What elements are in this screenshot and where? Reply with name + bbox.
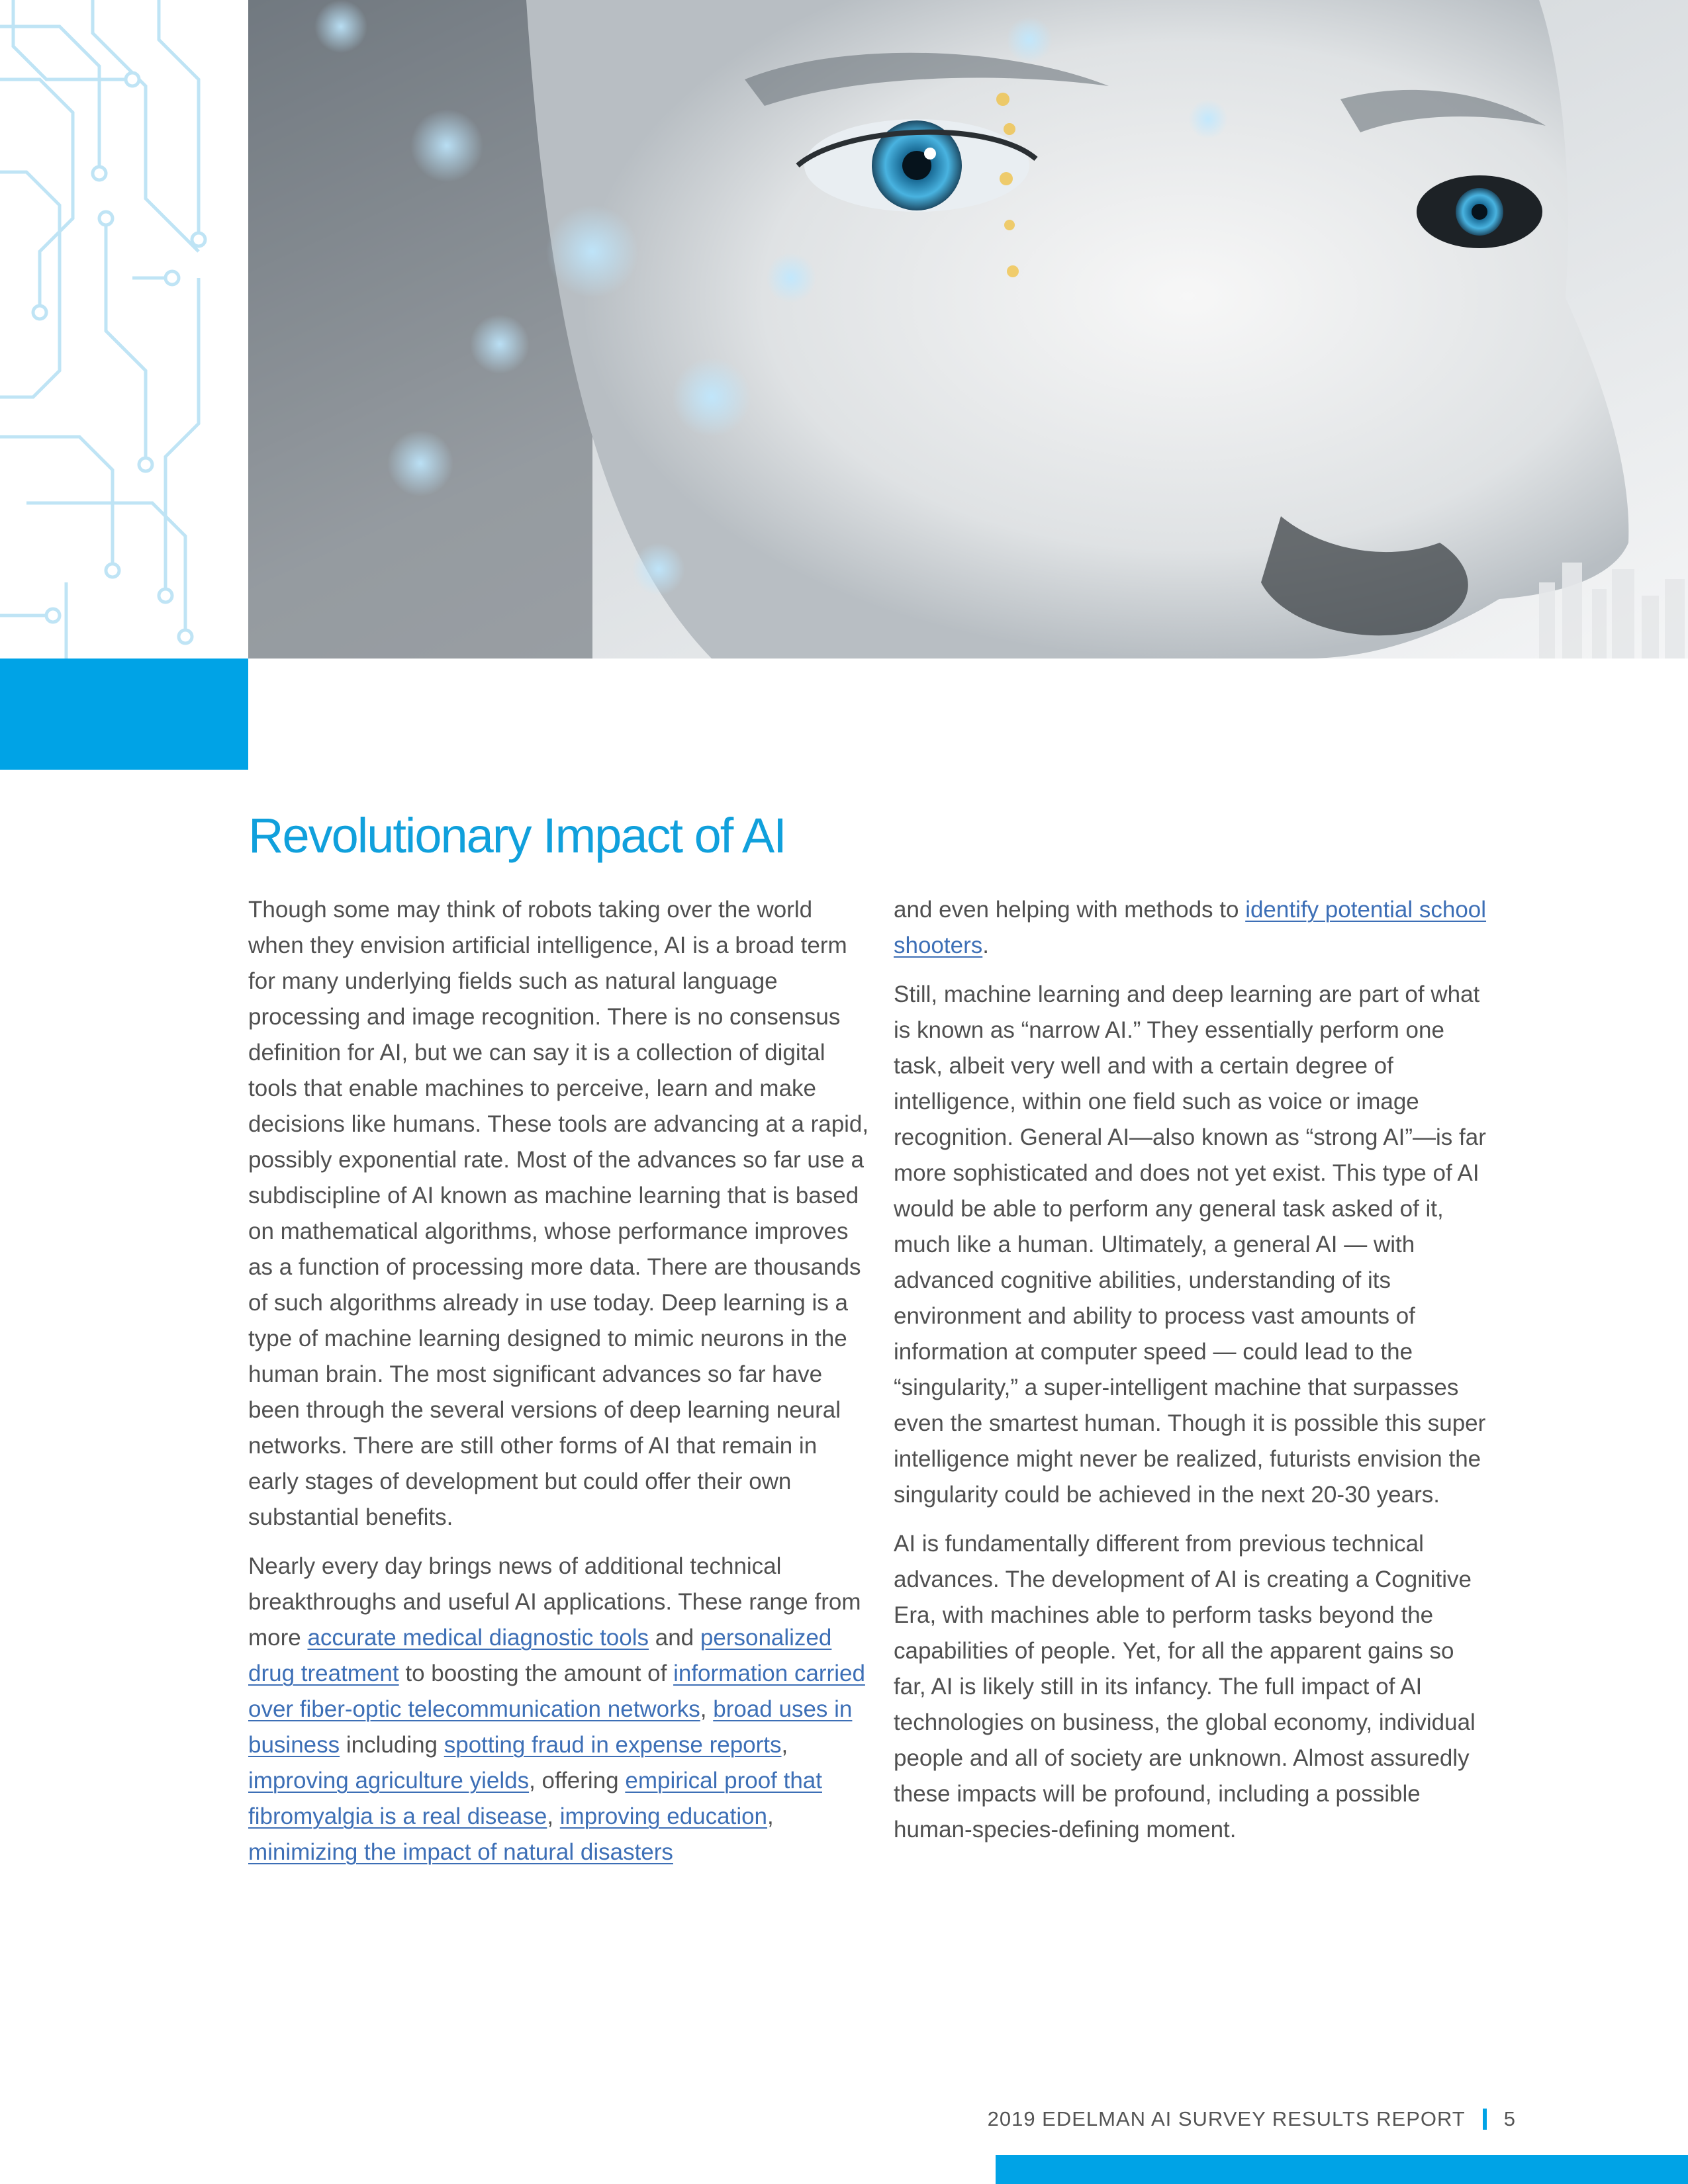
paragraph: Still, machine learning and deep learning are part of what is known as “narrow AI.” They essentially perform one task, albeit very well and with a certain degree of intelligence, within one field such as voice or image recognition. General AI—also known as “strong AI”—is far more sophisticated and does not yet exist. This type of AI would be able to perform any general task asked of it, much like a human. Ultimately, a general AI — with advanced cognitive abilities, understanding of its environment and ability to process vast amounts of information at computer speed — could lead to the “singularity,” a super-intelligent machine that surpasses even the smartest human. Though it is possible this super intelligence might never be realized, futurists envision the singularity could be achieved in the next 20-30 years.: [894, 981, 1486, 1508]
body-column-right: [894, 892, 1489, 1861]
link-medical-diagnostic-tools[interactable]: accurate medical diagnostic tools: [307, 1625, 649, 1651]
paragraph: and even helping with methods to identify potential school shooters.: [894, 897, 1487, 958]
paragraph: AI is fundamentally different from previous technical advances. The development of AI is creating a Cognitive Era, with machines able to perform tasks beyond the capabilities of people. Yet, for all the apparent gains so far, AI is likely still in its infancy. The full impact of AI technologies on business, the global economy, individual people and all of society are unknown. Almost assuredly these impacts will be profound, including a possible human-species-defining moment.: [894, 1531, 1476, 1843]
page-title: Revolutionary Impact of AI: [248, 808, 786, 863]
page-footer: [927, 2103, 1516, 2135]
page-number: 5: [1503, 2107, 1516, 2130]
accent-block: [0, 659, 248, 770]
link-improving-education[interactable]: improving education: [559, 1803, 768, 1829]
link-school-shooters[interactable]: identify potential school shooters: [894, 897, 1487, 958]
link-broad-uses-in-business[interactable]: broad uses in business: [248, 1696, 853, 1758]
report-name: 2019 EDELMAN AI SURVEY RESULTS REPORT: [987, 2107, 1466, 2130]
paragraph: Nearly every day brings news of additional technical breakthroughs and useful AI applications. These range from more accurate medical diagnostic tools and personalized drug treatment to boosting the amount of information carried over fiber-optic telecommunication networks, broad uses in business including spotting fraud in expense reports, improving agriculture yields, offering empirical proof that fibromyalgia is a real disease, improving education, minimizing the impact of natural disasters: [248, 1553, 865, 1865]
link-fiber-optic-networks[interactable]: information carried over fiber-optic telecommunication networks: [248, 1661, 865, 1722]
footer-accent-bar: [996, 2155, 1688, 2184]
body-column-left: [248, 892, 870, 1884]
paragraph: Though some may think of robots taking over the world when they envision artificial intelligence, AI is a broad term for many underlying fields such as natural language processing and image recognition. There is no consensus definition for AI, but we can say it is a collection of digital tools that enable machines to perceive, learn and make decisions like humans. These tools are advancing at a rapid, possibly exponential rate. Most of the advances so far use a subdiscipline of AI known as machine learning that is based on mathematical algorithms, whose performance improves as a function of processing more data. There are thousands of such algorithms already in use today. Deep learning is a type of machine learning designed to mimic neurons in the human brain. The most significant advances so far have been through the several versions of deep learning neural networks. There are still other forms of AI that remain in early stages of development but could offer their own substantial benefits.: [248, 897, 869, 1530]
hero-face-image: [248, 0, 1688, 659]
footer-divider: [1483, 2109, 1487, 2130]
circuit-pattern-image: [0, 0, 248, 659]
link-fibromyalgia-proof[interactable]: empirical proof that fibromyalgia is a real disease: [248, 1768, 822, 1829]
link-personalized-drug-treatment[interactable]: personalized drug treatment: [248, 1625, 832, 1686]
link-natural-disasters[interactable]: minimizing the impact of natural disasters: [248, 1839, 673, 1865]
link-agriculture-yields[interactable]: improving agriculture yields: [248, 1768, 530, 1794]
link-spotting-fraud[interactable]: spotting fraud in expense reports: [444, 1732, 782, 1758]
